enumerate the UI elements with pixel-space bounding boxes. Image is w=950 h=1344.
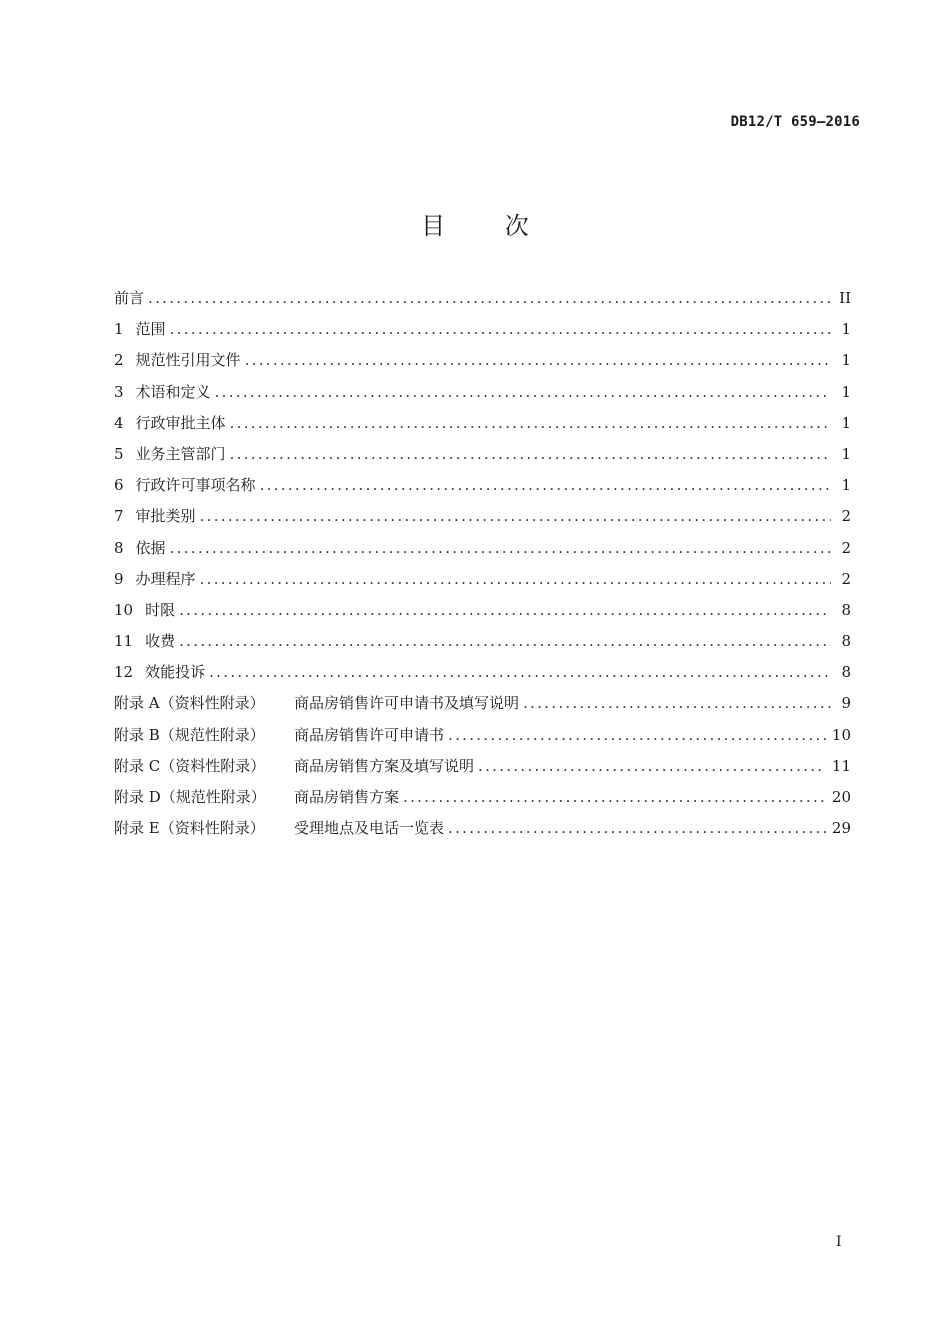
toc-annex-label: 附录 D（规范性附录） (114, 788, 266, 806)
dot-leader (170, 533, 831, 564)
toc-entry-10[interactable] (114, 595, 851, 626)
toc-entry-title: 依据 (135, 538, 166, 557)
dot-leader (179, 595, 831, 626)
toc-entry-page: II (839, 289, 851, 307)
toc-entry-title: 审批类别 (135, 507, 196, 526)
toc-entry-page: 1 (841, 382, 851, 401)
toc-entry-number: 6 (114, 476, 124, 495)
toc-entry-title: 商品房销售方案及填写说明 (294, 756, 475, 775)
dot-leader (403, 782, 826, 813)
dot-leader (148, 283, 831, 314)
dot-leader (478, 751, 826, 782)
toc-entry-title: 商品房销售方案 (294, 788, 400, 806)
toc-entry-page: 2 (841, 507, 851, 526)
toc-entry-number: 12 (114, 663, 134, 682)
standard-code: DB12/T 659—2016 (730, 114, 860, 130)
toc-entry-title: 效能投诉 (145, 663, 206, 682)
toc-entry-annex-d[interactable] (114, 782, 851, 813)
toc-entry-page: 2 (841, 569, 851, 588)
dot-leader (179, 626, 831, 657)
toc-annex-label: 附录 E（资料性附录） (114, 819, 265, 838)
toc-entry-title: 业务主管部门 (135, 444, 226, 463)
dot-leader (209, 657, 831, 688)
toc-entry-title: 行政许可事项名称 (135, 476, 256, 495)
toc-entry-page: 8 (841, 632, 851, 651)
toc-entry-9[interactable] (114, 564, 851, 595)
page-title: 目 次 (421, 212, 555, 240)
toc-entry-title: 前言 (114, 289, 145, 307)
toc-entry-number: 11 (114, 632, 134, 651)
toc-entry-page: 2 (841, 538, 851, 557)
toc-entry-page: 10 (831, 725, 851, 744)
toc-entry-preface[interactable] (114, 283, 851, 314)
toc-entry-page: 8 (841, 600, 851, 619)
table-of-contents (114, 283, 851, 844)
toc-entry-number: 1 (114, 320, 124, 339)
toc-entry-annex-a[interactable] (114, 688, 851, 719)
toc-entry-title: 规范性引用文件 (135, 351, 241, 370)
toc-entry-page: 29 (831, 819, 851, 838)
toc-entry-page: 9 (841, 694, 851, 713)
toc-entry-number: 4 (114, 413, 124, 432)
toc-entry-1[interactable] (114, 314, 851, 345)
dot-leader (230, 439, 831, 470)
toc-entry-11[interactable] (114, 626, 851, 657)
toc-entry-page: 8 (841, 663, 851, 682)
toc-entry-title: 行政审批主体 (135, 413, 226, 432)
dot-leader (448, 720, 826, 751)
toc-entry-number: 8 (114, 538, 124, 557)
toc-entry-4[interactable] (114, 408, 851, 439)
dot-leader (230, 408, 831, 439)
toc-entry-5[interactable] (114, 439, 851, 470)
dot-leader (200, 501, 831, 532)
dot-leader (245, 345, 831, 376)
toc-entry-12[interactable] (114, 657, 851, 688)
toc-entry-annex-e[interactable] (114, 813, 851, 844)
toc-entry-title: 商品房销售许可申请书及填写说明 (294, 694, 520, 713)
toc-entry-7[interactable] (114, 501, 851, 532)
toc-entry-page: 1 (841, 320, 851, 339)
toc-entry-number: 7 (114, 507, 124, 526)
toc-annex-label: 附录 B（规范性附录） (114, 725, 265, 744)
toc-entry-page: 1 (841, 444, 851, 463)
toc-entry-page: 1 (841, 476, 851, 495)
toc-entry-number: 5 (114, 444, 124, 463)
toc-entry-title: 时限 (145, 600, 176, 619)
dot-leader (170, 314, 831, 345)
toc-entry-title: 范围 (135, 320, 166, 339)
toc-annex-label: 附录 A（资料性附录） (114, 694, 265, 713)
page-number: I (836, 1234, 842, 1250)
toc-entry-title: 商品房销售许可申请书 (294, 725, 445, 744)
toc-entry-page: 1 (841, 413, 851, 432)
toc-entry-annex-b[interactable] (114, 720, 851, 751)
toc-entry-3[interactable] (114, 377, 851, 408)
toc-entry-2[interactable] (114, 345, 851, 376)
toc-entry-number: 10 (114, 600, 134, 619)
toc-annex-label: 附录 C（资料性附录） (114, 756, 266, 775)
dot-leader (448, 813, 826, 844)
toc-entry-page: 1 (841, 351, 851, 370)
toc-entry-title: 受理地点及电话一览表 (294, 819, 445, 838)
toc-entry-title: 收费 (145, 632, 176, 651)
toc-entry-title: 术语和定义 (135, 382, 211, 401)
toc-entry-annex-c[interactable] (114, 751, 851, 782)
toc-entry-page: 11 (831, 756, 851, 775)
dot-leader (523, 688, 831, 719)
toc-entry-number: 2 (114, 351, 124, 370)
toc-entry-number: 9 (114, 569, 124, 588)
toc-entry-title: 办理程序 (135, 569, 196, 588)
dot-leader (215, 377, 831, 408)
dot-leader (200, 564, 831, 595)
toc-entry-page: 20 (831, 788, 851, 806)
dot-leader (260, 470, 831, 501)
toc-entry-number: 3 (114, 382, 124, 401)
toc-entry-8[interactable] (114, 533, 851, 564)
toc-entry-6[interactable] (114, 470, 851, 501)
